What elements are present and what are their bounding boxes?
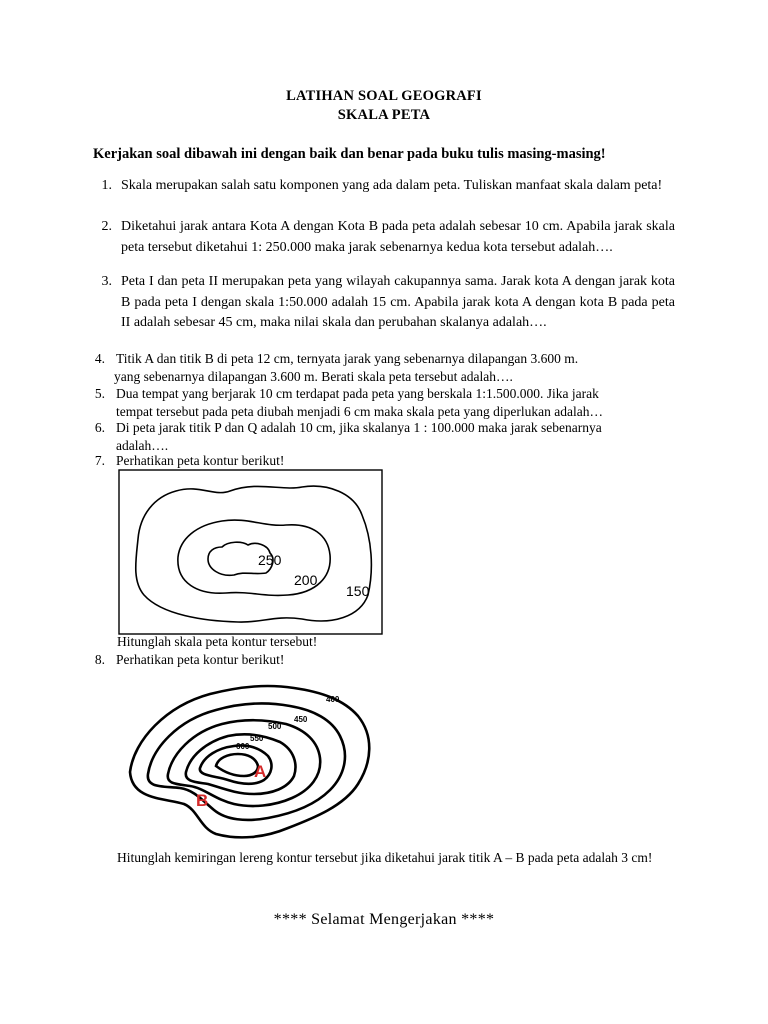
question-7-task: Hitunglah skala peta kontur tersebut! <box>117 634 318 649</box>
contour-label: 550 <box>250 734 264 743</box>
question-text-line2: tempat tersebut pada peta diubah menjadi 6 cm maka skala peta yang diperlukan adalah… <box>116 403 603 419</box>
contour-line-outer <box>130 686 369 837</box>
question-7 <box>93 452 679 470</box>
question-6 <box>93 419 679 454</box>
question-number: 6. <box>94 420 105 435</box>
question-text-line1: Dua tempat yang berjarak 10 cm terdapat pada peta yang berskala 1:1.500.000. Jika jarak <box>116 386 599 401</box>
question-text: Peta I dan peta II merupakan peta yang wilayah cakupannya sama. Jarak kota A dengan jarak kota B pada peta I dengan skala 1:50.000 adalah 15 cm. Apabila jarak kota A dengan kota B pada peta II adalah sebesar 45 cm, maka nilai skala dan perubahan skalanya adalah…. <box>121 274 675 330</box>
question-text-line2: adalah…. <box>116 437 169 453</box>
contour-label: 150 <box>346 583 370 599</box>
question-3 <box>95 272 675 334</box>
question-text: Diketahui jarak antara Kota A dengan Kota B pada peta adalah sebesar 10 cm. Apabila jarak skala peta tersebut diketahui 1: 250.000 maka jarak sebenarnya kedua kota tersebut adalah…. <box>121 219 675 255</box>
page-title: LATIHAN SOAL GEOGRAFI <box>286 88 482 104</box>
point-a-label: A <box>254 762 267 781</box>
question-text-line1: Perhatikan peta kontur berikut! <box>116 453 285 468</box>
question-text-line2: yang sebenarnya dilapangan 3.600 m. Berati skala peta tersebut adalah…. <box>114 368 513 384</box>
question-8 <box>93 651 679 669</box>
question-8-task: Hitunglah kemiringan lereng kontur tersebut jika diketahui jarak titik A – B pada peta adalah 3 cm! <box>117 850 653 865</box>
question-5 <box>93 385 679 420</box>
question-2 <box>95 217 675 258</box>
question-number: 8. <box>94 652 105 667</box>
contour-label: 200 <box>294 572 318 588</box>
contour-map-1 <box>118 469 383 635</box>
question-number: 4. <box>94 351 105 366</box>
closing-message: **** Selamat Mengerjakan **** <box>273 911 495 928</box>
question-text: Skala merupakan salah satu komponen yang ada dalam peta. Tuliskan manfaat skala dalam peta! <box>121 178 663 193</box>
contour-label: 500 <box>268 722 282 731</box>
contour-label: 250 <box>258 552 282 568</box>
question-number: 3. <box>101 274 112 289</box>
question-text-line1: Titik A dan titik B di peta 12 cm, ternyata jarak yang sebenarnya dilapangan 3.600 m. <box>116 351 579 366</box>
question-number: 7. <box>94 453 105 468</box>
contour-label: 400 <box>326 695 340 704</box>
point-b-label: B <box>196 791 209 810</box>
question-1 <box>95 176 675 197</box>
contour-label: 600 <box>236 742 250 751</box>
page-subtitle: SKALA PETA <box>337 107 431 123</box>
question-number: 5. <box>94 386 105 401</box>
question-4 <box>93 350 679 385</box>
instruction-text: Kerjakan soal dibawah ini dengan baik dan benar pada buku tulis masing-masing! <box>93 146 606 162</box>
contour-map-2 <box>118 676 380 846</box>
question-text-line1: Di peta jarak titik P dan Q adalah 10 cm, jika skalanya 1 : 100.000 maka jarak sebenarnya <box>116 420 602 435</box>
contour-label: 450 <box>294 715 308 724</box>
question-number: 1. <box>101 178 112 193</box>
question-text-line1: Perhatikan peta kontur berikut! <box>116 652 285 667</box>
question-number: 2. <box>101 219 112 234</box>
map-frame <box>119 470 382 634</box>
contour-line-150 <box>136 486 372 622</box>
contour-line-600 <box>216 754 258 776</box>
